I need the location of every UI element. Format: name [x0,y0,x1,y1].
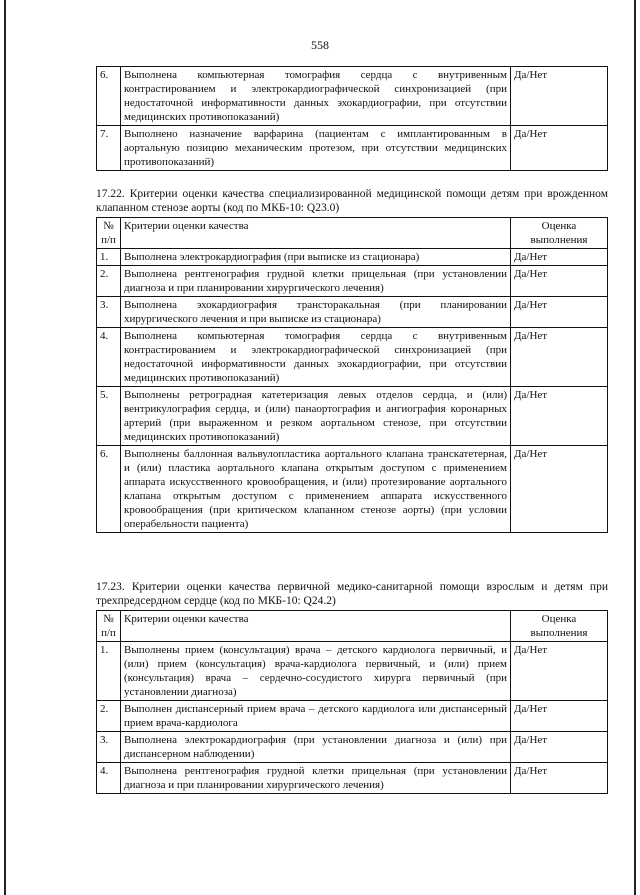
header-number: № п/п [97,611,121,642]
table-row [97,387,608,446]
row-criterion: Выполнена электрокардиография (при выписке из стационара) [121,249,511,266]
table-row [97,763,608,794]
row-result: Да/Нет [511,446,608,533]
criteria-table-continuation [96,66,608,171]
table-row [97,297,608,328]
table-row [97,328,608,387]
row-result: Да/Нет [511,249,608,266]
scan-right-border [634,0,636,895]
row-result: Да/Нет [511,297,608,328]
row-criterion: Выполнена компьютерная томография сердца с внутривенным контрастированием и электрокардиографической синхронизацией (при недостаточной информативности данных эхокардиографии, при отсутствии медицинских противопоказаний) [121,67,511,126]
row-result: Да/Нет [511,328,608,387]
row-number: 5. [97,387,121,446]
table-row [97,266,608,297]
row-number: 4. [97,328,121,387]
page-number: 558 [311,38,329,52]
row-criterion: Выполнена рентгенография грудной клетки прицельная (при установлении диагноза и при планировании хирургического лечения) [121,763,511,794]
row-criterion: Выполнена компьютерная томография сердца с внутривенным контрастированием и электрокардиографической синхронизацией (при недостаточной информативности данных эхокардиографии, при отсутствии медицинских противопоказаний) [121,328,511,387]
header-number: № п/п [97,218,121,249]
section-title-17-23: 17.23. Критерии оценки качества первичной медико-санитарной помощи взрослым и детям при трехпредсердном сердце (код по МКБ-10: Q24.2) [96,581,608,607]
table-header-row [97,218,608,249]
row-number: 1. [97,249,121,266]
header-result: Оценка выполнения [511,218,608,249]
row-result: Да/Нет [511,67,608,126]
row-number: 7. [97,126,121,171]
row-criterion: Выполнены прием (консультация) врача – детского кардиолога первичный, и (или) прием (консультация) врача-кардиолога первичный, и (или) прием (консультация) врача – сердечно-сосудистого хирурга первичный (при установлении диагноза) [121,642,511,701]
criteria-table-17-22 [96,217,608,533]
table-row [97,446,608,533]
row-result: Да/Нет [511,266,608,297]
row-number: 2. [97,701,121,732]
table-row [97,701,608,732]
row-number: 3. [97,732,121,763]
table-row [97,67,608,126]
row-number: 6. [97,67,121,126]
table-row [97,126,608,171]
table-header-row [97,611,608,642]
row-number: 2. [97,266,121,297]
row-criterion: Выполнены баллонная вальвулопластика аортального клапана транскатетерная, и (или) пластика аортального клапана открытым доступом с применением аппарата искусственного кровообращения, и (или) протезирование аортального клапана открытым доступом с применением аппарата искусственного кровообращения (при критическом клапанном стенозе аорты) (при условии операбельности пациента) [121,446,511,533]
row-criterion: Выполнена рентгенография грудной клетки прицельная (при установлении диагноза и при планировании хирургического лечения) [121,266,511,297]
row-number: 4. [97,763,121,794]
table-row [97,249,608,266]
row-number: 1. [97,642,121,701]
scan-left-border [4,0,6,895]
header-criteria: Критерии оценки качества [121,218,511,249]
row-result: Да/Нет [511,763,608,794]
criteria-table-17-23 [96,610,608,794]
table-row [97,642,608,701]
row-result: Да/Нет [511,732,608,763]
table-row [97,732,608,763]
row-result: Да/Нет [511,387,608,446]
header-criteria: Критерии оценки качества [121,611,511,642]
row-number: 3. [97,297,121,328]
section-title-17-22: 17.22. Критерии оценки качества специализированной медицинской помощи детям при врожденном клапанном стенозе аорты (код по МКБ-10: Q23.0) [96,188,608,214]
row-number: 6. [97,446,121,533]
row-result: Да/Нет [511,642,608,701]
row-criterion: Выполнена эхокардиография трансторакальная (при планировании хирургического лечения и при выписке из стационара) [121,297,511,328]
row-result: Да/Нет [511,126,608,171]
row-criterion: Выполнены ретроградная катетеризация левых отделов сердца, и (или) вентрикулография сердца, и (или) панаортография и ангиография коронарных артерий (при выраженном и резком аортальном стенозе, при отсутствии медицинских противопоказаний) [121,387,511,446]
row-result: Да/Нет [511,701,608,732]
row-criterion: Выполнена электрокардиография (при установлении диагноза и (или) при диспансерном наблюдении) [121,732,511,763]
row-criterion: Выполнено назначение варфарина (пациентам с имплантированным в аортальную позицию механическим протезом, при отсутствии медицинских противопоказаний) [121,126,511,171]
row-criterion: Выполнен диспансерный прием врача – детского кардиолога или диспансерный прием врача-кардиолога [121,701,511,732]
header-result: Оценка выполнения [511,611,608,642]
